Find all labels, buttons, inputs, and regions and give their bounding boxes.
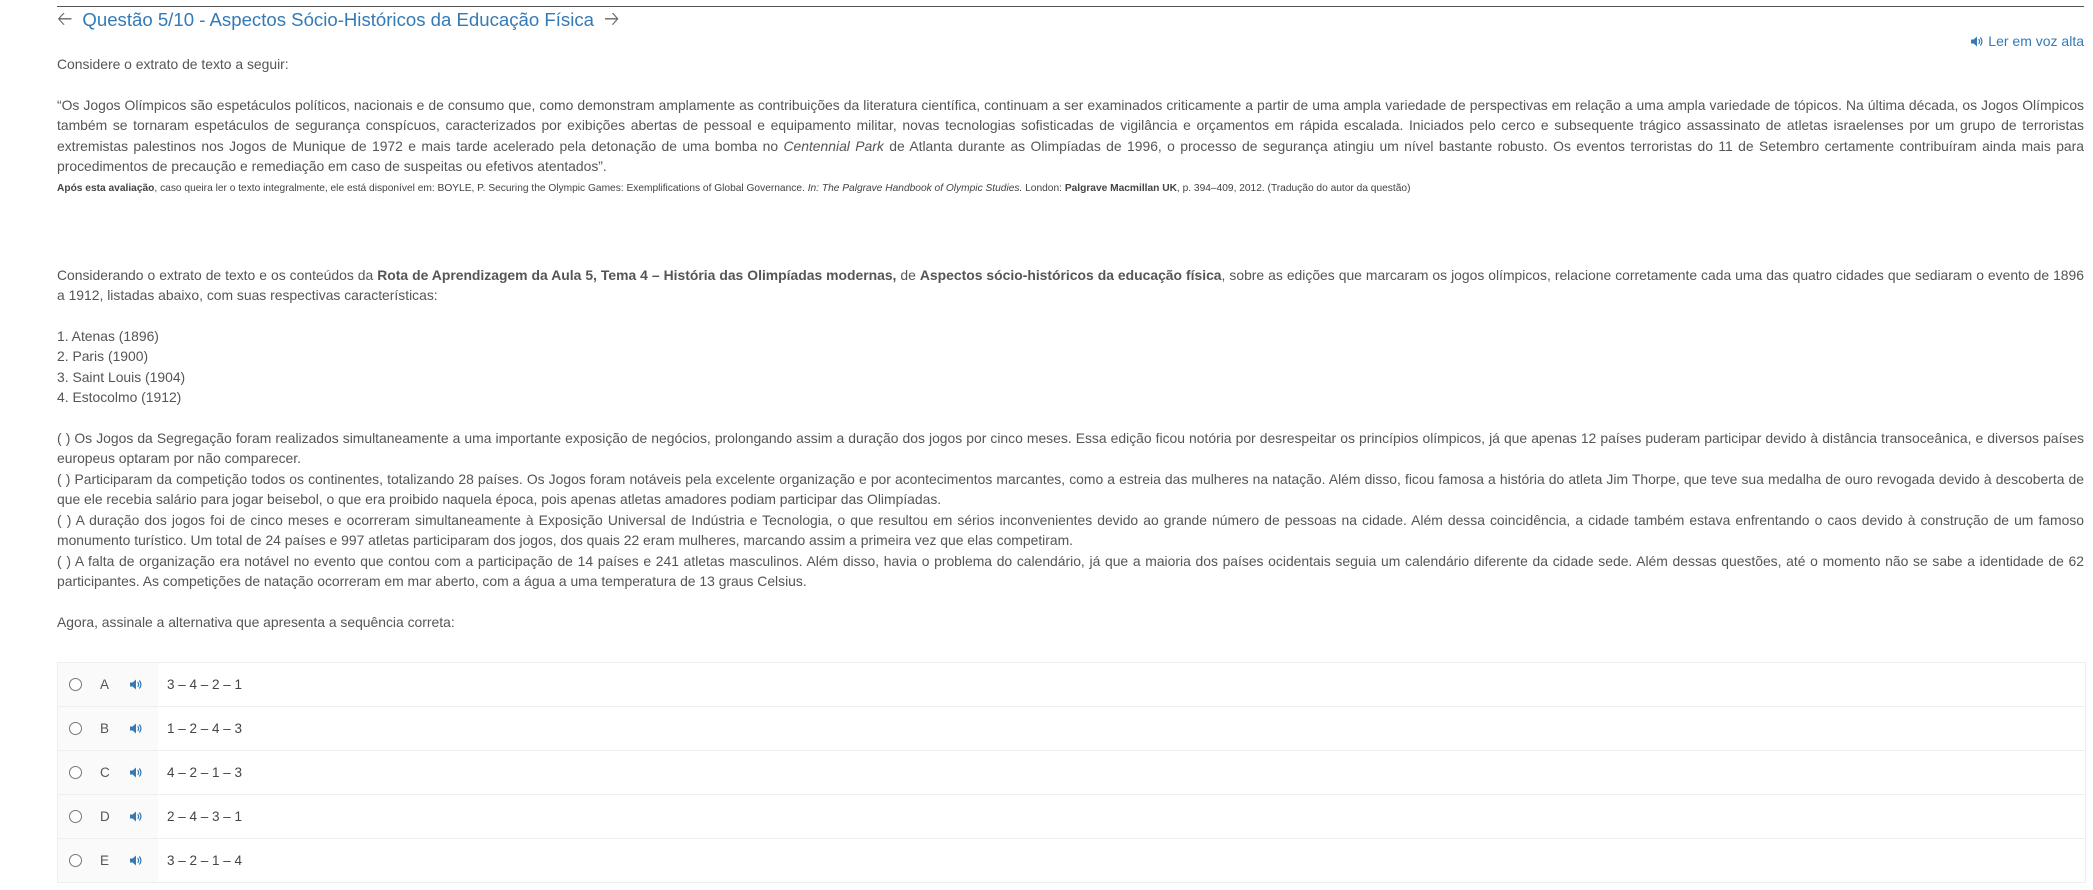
radio-button[interactable] (69, 854, 82, 867)
radio-button[interactable] (69, 810, 82, 823)
option-text: 3 – 4 – 2 – 1 (167, 677, 243, 692)
option-text: 4 – 2 – 1 – 3 (167, 765, 243, 780)
speaker-icon[interactable] (130, 767, 143, 778)
page-title: Questão 5/10 - Aspectos Sócio-Históricos da Educação Física (82, 9, 594, 30)
reference-text: Após esta avaliação, caso queira ler o texto integralmente, ele está disponível em: BOYLE, P. Securing the Olympic Games: Exemplifications of Global Governance. In: The Palgrave Handbook of Olympic Studies. London: Palgrave Macmillan UK, p. 394–409, 2012. (Tradução do autor da questão) (57, 182, 1411, 194)
option-d[interactable] (58, 795, 2085, 839)
statement-item: ( ) A falta de organização era notável no evento que contou com a participação de 14 países e 241 atletas masculinos. Além disso, havia o problema do calendário, já que a maioria dos países ocidentais seguia um calendário diferente da cidade sede. Além dessas questões, até o momento não se sabe a identidade de 62 participantes. As competições de natação ocorreram em mar aberto, com a água a uma temperatura de 13 graus Celsius. (57, 552, 2084, 589)
speaker-icon[interactable] (130, 855, 143, 866)
list-item: 4. Estocolmo (1912) (57, 389, 182, 405)
arrow-left-icon[interactable]: 🡠 (57, 9, 73, 30)
option-a[interactable] (58, 663, 2085, 707)
question-header (57, 8, 619, 32)
question-content (57, 54, 2084, 632)
arrow-right-icon[interactable]: 🡢 (603, 9, 620, 30)
answer-options (57, 662, 2086, 883)
option-text: 3 – 2 – 1 – 4 (167, 853, 243, 868)
option-letter: B (100, 721, 110, 736)
radio-button[interactable] (69, 678, 82, 691)
read-aloud-link[interactable] (1971, 33, 2084, 49)
statement-item: ( ) Participaram da competição todos os continentes, totalizando 28 países. Os Jogos foram notáveis pela excelente organização e por acontecimentos marcantes, como a estreia das mulheres na natação. Além disso, ficou famosa a história do atleta Jim Thorpe, que teve sua medalha de ouro revogada devido à descoberta de que ele recebia salário para jogar beisebol, o que era proibido naquela época, pois apenas atletas amadores podiam participar das Olimpíadas. (57, 470, 2084, 507)
list-item: 1. Atenas (1896) (57, 327, 159, 344)
statement-item: ( ) A duração dos jogos foi de cinco meses e ocorreram simultaneamente à Exposição Universal de Indústria e Tecnologia, o que resultou em sérios inconvenientes devido ao grande número de pessoas na cidade. Além dessa coincidência, a cidade também estava enfrentando o caos devido à construção de um famoso monumento turístico. Um total de 24 países e 997 atletas participaram dos jogos, dos quais 22 eram mulheres, marcando assim a primeira vez que elas competiram. (57, 511, 2084, 548)
statement-list (57, 428, 2084, 592)
option-letter: E (100, 853, 110, 868)
read-aloud-label: Ler em voz alta (1988, 33, 2084, 49)
speaker-icon[interactable] (130, 811, 143, 822)
option-c[interactable] (58, 751, 2085, 795)
option-letter: A (100, 677, 110, 692)
speaker-icon[interactable] (130, 679, 143, 690)
quote-text: “Os Jogos Olímpicos são espetáculos políticos, nacionais e de consumo que, como demonstram amplamente as contribuições da literatura científica, continuam a ser examinados criticamente a partir de uma ampla variedade de perspectivas em relação a uma ampla variedade de tópicos. Na última década, os Jogos Olímpicos também se tornaram espetáculos de segurança conspícuos, caracterizados por exibições abertas de pessoal e equipamento militar, novas tecnologias sofisticadas de vigilância e orçamentos em rápida escalada. Iniciados pelo cerco e subsequente trágico assassinato de atletas israelenses por um grupo de terroristas extremistas palestinos nos Jogos de Munique de 1972 e mais tarde acelerado pela detonação de uma bomba no Centennial Park de Atlanta durante as Olimpíadas de 1996, o processo de segurança atingiu um nível bastante robusto. Os eventos terroristas do 11 de Setembro certamente contribuíram ainda mais para procedimentos de precaução e remediação em caso de suspeitas ou efetivos atentados”. (57, 96, 2084, 174)
answer-prompt: Agora, assinale a alternativa que apresenta a sequência correta: (57, 613, 455, 630)
speaker-icon[interactable] (130, 723, 143, 734)
statement-item: ( ) Os Jogos da Segregação foram realizados simultaneamente a uma importante exposição de negócios, prolongando assim a duração dos jogos por cinco meses. Essa edição ficou notória por desrespeitar os princípios olímpicos, já que apenas 12 países puderam participar devido à distância transoceânica, e diversos países europeus optaram por não comparecer. (57, 429, 2084, 466)
option-text: 2 – 4 – 3 – 1 (167, 809, 243, 824)
option-e[interactable] (58, 839, 2085, 882)
option-letter: D (100, 809, 110, 824)
list-item: 2. Paris (1900) (57, 348, 149, 364)
option-b[interactable] (58, 707, 2085, 751)
option-text: 1 – 2 – 4 – 3 (167, 721, 243, 736)
speaker-icon (1971, 36, 1984, 47)
option-letter: C (100, 765, 110, 780)
radio-button[interactable] (69, 722, 82, 735)
list-item: 3. Saint Louis (1904) (57, 368, 186, 385)
city-list (57, 326, 2084, 408)
intro-text: Considere o extrato de texto a seguir: (57, 56, 289, 72)
radio-button[interactable] (69, 766, 82, 779)
top-divider (57, 6, 2084, 7)
question-text: Considerando o extrato de texto e os conteúdos da Rota de Aprendizagem da Aula 5, Tema 4 – História das Olimpíadas modernas, de Aspectos sócio-históricos da educação física, sobre as edições que marcaram os jogos olímpicos, relacione corretamente cada uma das quatro cidades que sediaram o evento de 1896 a 1912, listadas abaixo, com suas respectivas características: (57, 266, 2084, 303)
